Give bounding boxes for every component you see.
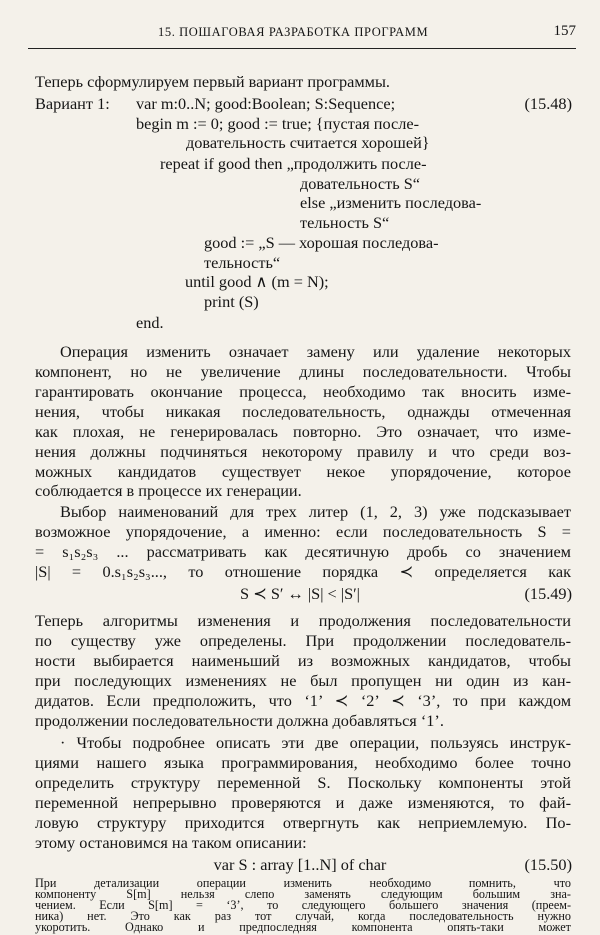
program-line: довательность считается хорошей} (186, 133, 430, 152)
equation-15-50: var S : array [1..N] of char (213, 855, 387, 874)
paragraph-line: циями нашего языка программирования, необходимо более точно (35, 753, 571, 772)
running-title: 15. ПОШАГОВАЯ РАЗРАБОТКА ПРОГРАММ (158, 25, 429, 39)
paragraph-line: укоротить. Однако и предпоследняя компонента опять-таки может (35, 920, 571, 934)
paragraph-line: возможное упорядочение, а именно: если последовательность S = (35, 522, 571, 541)
equation-number: (15.48) (524, 94, 572, 113)
paragraph-line: ности выбирается наименьший из возможных кандидатов, чтобы (35, 651, 571, 670)
paragraph-line: нения, чтобы никакая последовательность, однажды отмеченная (35, 402, 571, 421)
paragraph-line: этому остановимся на таком описании: (35, 833, 307, 852)
program-line: good := „S — хорошая последова- (204, 233, 439, 252)
paragraph-line: можных кандидатов существует некое упорядочение, которое (35, 462, 571, 481)
paragraph-line: ника) нет. Это как раз тот случай, когда последовательность нужно (35, 909, 571, 923)
paragraph-line: при последующих изменениях не был пропущен ни один из кан- (35, 671, 571, 690)
paragraph-line: Операция изменить означает замену или удаление некоторых (60, 342, 571, 361)
paragraph-line: определить структуру переменной S. Поскольку компоненты этой (35, 773, 571, 792)
paragraph-line: При детализации операции изменить необходимо помнить, что (35, 876, 571, 890)
intro-line: Теперь сформулируем первый вариант программы. (35, 72, 390, 91)
program-line: else „изменить последова- (300, 193, 482, 212)
paragraph-line: = s₁s₂s₃ ... рассматривать как десятичную дробь со значением (35, 542, 571, 561)
paragraph-line: компонент, но не увеличение длины последовательности. Чтобы (35, 362, 571, 381)
paragraph-line: |S| = 0.s₁s₂s₃..., то отношение порядка ≺ определяется как (35, 562, 571, 581)
paragraph-line: · Чтобы подробнее описать эти две операции, пользуясь инструк- (60, 733, 571, 752)
paragraph-line: переменной непрерывно проверяются и даже изменяются, то фай- (35, 793, 571, 812)
paragraph-line: нения должны подчиняться некоторому правилу и что среди воз- (35, 442, 571, 461)
paragraph-line: Теперь алгоритмы изменения и продолжения последовательности (35, 611, 571, 630)
program-line: print (S) (204, 292, 259, 311)
program-line: var m:0..N; good:Boolean; S:Sequence; (136, 94, 396, 113)
program-line: довательность S“ (300, 174, 420, 193)
program-line: end. (136, 313, 164, 332)
paragraph-line: соблюдается в процессе их генерации. (35, 481, 302, 500)
program-line: repeat if good then „продолжить после- (160, 154, 427, 173)
paragraph-line: компоненту S[m] нельзя слепо заменять следующим большим зна- (35, 887, 571, 901)
paragraph-line: дидатов. Если предположить, что ‘1’ ≺ ‘2’ ≺ ‘3’, то при каждом (35, 691, 571, 710)
paragraph-line: ловую структуру приходится отвергнуть как неприемлемую. По- (35, 813, 571, 832)
program-label: Вариант 1: (35, 94, 110, 113)
page-number: 157 (553, 23, 576, 39)
paragraph-line: по существу уже определены. При продолжении последователь- (35, 631, 571, 650)
equation-number: (15.50) (524, 855, 572, 874)
program-line: begin m := 0; good := true; {пустая после- (136, 114, 420, 133)
program-line: тельность S“ (300, 213, 390, 232)
paragraph-line: гарантировать окончание процесса, необходимо так вносить изме- (35, 382, 571, 401)
program-line: тельность“ (204, 253, 281, 272)
program-line: until good ∧ (m = N); (185, 272, 329, 291)
equation-15-49: S ≺ S′ ↔ |S| < |S′| (240, 584, 360, 603)
page-header (28, 22, 576, 49)
equation-number: (15.49) (524, 584, 572, 603)
paragraph-line: чением. Если S[m] = ‘3’, то следующего большего значения (преем- (35, 898, 571, 912)
paragraph-line: как плохая, не генерировалась повторно. Это означает, что изме- (35, 422, 571, 441)
paragraph-line: продолжении последовательности должна добавляться ‘1’. (35, 711, 444, 730)
paragraph-line: Выбор наименований для трех литер (1, 2, 3) уже подсказывает (60, 502, 571, 521)
